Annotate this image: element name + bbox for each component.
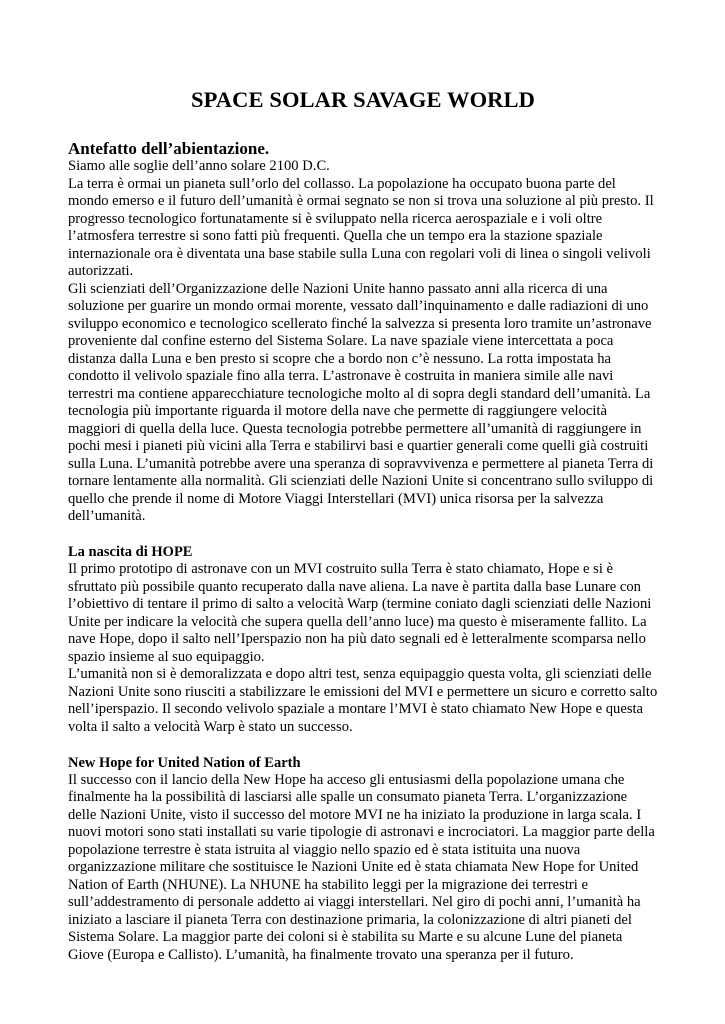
section-heading: New Hope for United Nation of Earth (68, 754, 301, 771)
document-page (68, 86, 658, 964)
section-hope (68, 543, 658, 736)
section-background (68, 139, 658, 526)
paragraph: Gli scienziati dell’Organizzazione delle Nazioni Unite hanno passato anni alla ricerca di una soluzione per guarire un mondo ormai morente, vessato dall’inquinamento e dalle radiazioni di uno sviluppo economico e tecnologico scellerato finché la salvezza si presenta loro tramite un’astronave proveniente dal confine esterno del Sistema Solare. La nave spaziale viene intercettata a poca distanza dalla Luna e ben presto si scopre che a bordo non c’è nessuno. La rotta impostata ha condotto il velivolo spaziale fino alla terra. L’astronave è costruita in maniera simile alle navi terrestri ma contiene apparecchiature tecnologiche molto al di sopra degli standard dell’umanità. La tecnologia più importante riguarda il motore della nave che permette di raggiungere velocità maggiori di quella della luce. Questa tecnologia potrebbe permettere all’umanità di raggiungere in pochi mesi i pianeti più vicini alla Terra e stabilirvi basi e quartier generali come quelli già costruiti sulla Luna. L’umanità potrebbe avere una speranza di sopravvivenza e permettere al pianeta Terra di tornare lentamente alla normalità. Gli scienziati delle Nazioni Unite si concentrano sullo sviluppo di quello che prende il nome di Motore Viaggi Interstellari (MVI) unica risorsa per la salvezza dell’umanità. (68, 280, 654, 524)
paragraph: L’umanità non si è demoralizzata e dopo altri test, senza equipaggio questa volta, gli scienziati delle Nazioni Unite sono riusciti a stabilizzare le emissioni del MVI e permettere un sicuro e corretto salto nell’iperspazio. Il secondo velivolo spaziale a montare l’MVI è stato chiamato New Hope e questa volta il salto a velocità Warp è stato un successo. (68, 666, 658, 735)
section-new-hope (68, 754, 658, 965)
section-heading: Antefatto dell’abientazione. (68, 139, 270, 158)
paragraph: Siamo alle soglie dell’anno solare 2100 D.C. (68, 158, 330, 174)
paragraph: La terra è ormai un pianeta sull’orlo del collasso. La popolazione ha occupato buona parte del mondo emerso e il futuro dell’umanità è ormai segnato se non si trova una soluzione al più presto. Il progresso tecnologico fortunatamente si è sviluppato nella ricerca aerospaziale e i voli oltre l’atmosfera terrestre si sono fatti più frequenti. Quella che un tempo era la stazione spaziale internazionale ora è diventata una base stabile sulla Luna con regolari voli di linea o singoli velivoli autorizzati. (68, 175, 654, 279)
paragraph: Il successo con il lancio della New Hope ha acceso gli entusiasmi della popolazione umana che finalmente ha la possibilità di lasciarsi alle spalle un consumato pianeta Terra. L’organizzazione delle Nazioni Unite, visto il successo del motore MVI ne ha iniziato la produzione in larga scala. I nuovi motori sono stati installati su varie tipologie di astronavi e incrociatori. La maggior parte della popolazione terrestre è stata istruita al viaggio nello spazio ed è stata istituita una nuova organizzazione militare che sostituisce le Nazioni Unite ed è stata chiamata New Hope for United Nation of Earth (NHUNE). La NHUNE ha stabilito leggi per la migrazione dei terrestri e sull’addestramento di personale addetto ai viaggi interstellari. Nel giro di pochi anni, l’umanità ha iniziato a lasciare il pianeta Terra con destinazione primaria, la colonizzazione di altri pianeti del Sistema Solare. La maggior parte dei coloni si è stabilita su Marte e su alcune Lune del pianeta Giove (Europa e Callisto). L’umanità, ha finalmente trovato una speranza per il futuro. (68, 771, 655, 963)
paragraph-gap (68, 526, 658, 544)
paragraph-gap (68, 736, 658, 754)
document-title: SPACE SOLAR SAVAGE WORLD (191, 87, 535, 112)
section-heading: La nascita di HOPE (68, 544, 193, 560)
paragraph: Il primo prototipo di astronave con un MVI costruito sulla Terra è stato chiamato, Hope e si è sfruttato più possibile quanto recuperato dalla nave aliena. La nave è partita dalla base Lunare con l’obiettivo di tentare il primo di salto a velocità Warp (termine coniato dagli scienziati delle Nazioni Unite per indicare la velocità che supera quella dell’anno luce) ma questo è miseramente fallito. La nave Hope, dopo il salto nell’Iperspazio non ha più dato segnali ed è letteralmente scomparsa nello spazio insieme al suo equipaggio. (68, 561, 652, 665)
